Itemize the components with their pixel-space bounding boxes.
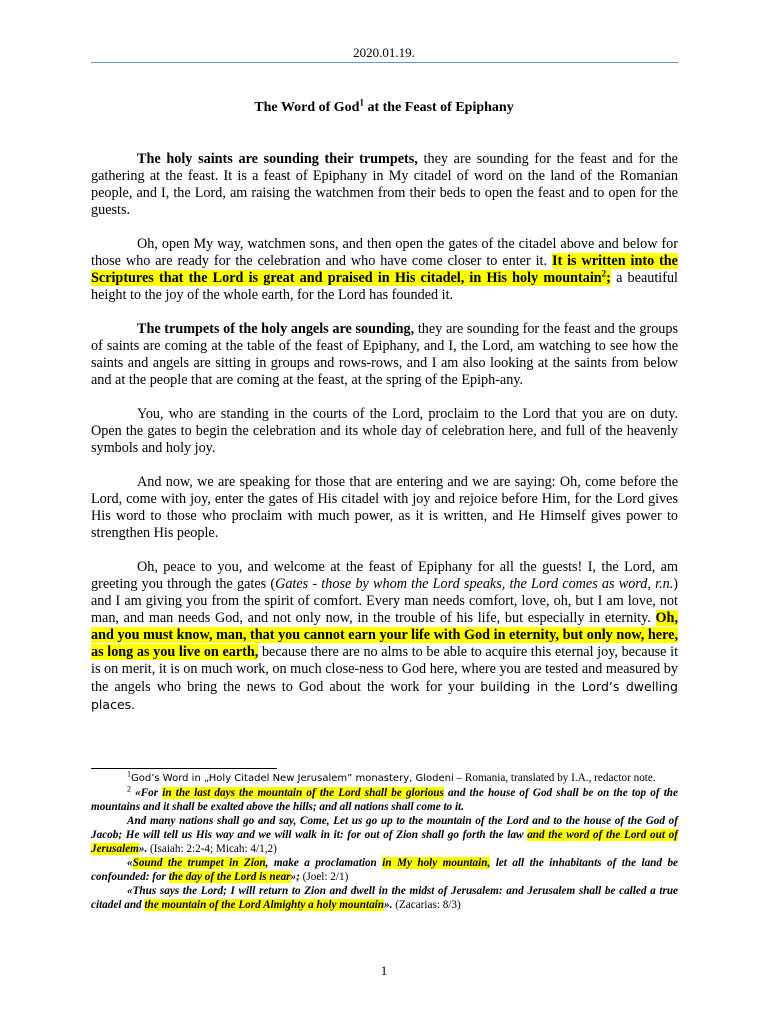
p2-footnote-ref: 2 [601, 268, 607, 279]
footnote-1 [91, 771, 678, 786]
fn2-highlight: in the last days the mountain of the Lord shall be glorious [162, 787, 444, 799]
fn4-rest: let all the inhabitants of the land be confounded: for [91, 857, 678, 883]
title-rest: at the Feast of Epiphany [363, 100, 514, 115]
fn4-open: « [127, 857, 133, 869]
p6-text-c: because there are no alms to be able to acquire this eternal joy, because it is on merit, it is on much work, on much close-ness to God here, where you are tested and measured by the angels who bring the news to God about the work for your [91, 644, 679, 695]
p6-text-b: ) and I am giving you from the spirit of comfort. Every man needs comfort, love, oh, but I am love, not man, and man needs God, and not only now, in the trouble of his life, but especially in eternity. [91, 576, 679, 626]
footnote-2 [91, 786, 678, 814]
p6-italic-note: Gates - those by whom the Lord speaks, the Lord comes as word, r.n. [275, 576, 674, 592]
p1-text: they are sounding for the feast and for the gathering at the feast. It is a feast of Epiphany in My citadel of word on the land of the Romanian people, and I, the Lord, am raising the watchmen from their beds to open the feast and to open for the guests. [91, 151, 678, 218]
paragraph-1 [91, 151, 678, 219]
fn3-text: And many nations shall go and say, Come, Let us go up to the mountain of the Lord and to the house of the God of Jacob; He will tell us His way and we will walk in it: for out of Zion shall go forth the law [91, 815, 678, 841]
title-text: The Word of God [254, 100, 360, 115]
fn5-highlight: the mountain of the Lord Almighty a holy mountain [144, 899, 384, 911]
p3-bold-lead: The trumpets of the holy angels are sounding, [137, 321, 415, 337]
footnotes [91, 771, 678, 912]
fn5-text: «Thus says the Lord; I will return to Zion and dwell in the midst of Jerusalem: and Jerusalem shall be called a true citadel and [91, 885, 678, 911]
fn5-close: ». [384, 899, 393, 911]
p5-text: And now, we are speaking for those that are entering and we are saying: Oh, come before the Lord, come with joy, enter the gates of His citadel with joy and rejoice before Him, for the Lord gives His word to those who proclaim with much power, as it is written, and He Himself gives power to strengthen His people. [91, 474, 678, 541]
page-number: 1 [380, 963, 388, 978]
p6-highlight: Oh, and you must know, man, that you cannot earn your life with God in eternity, but only now, here, as long as you live on earth, [91, 610, 678, 660]
fn2-open: «For [135, 787, 163, 799]
header-rule [91, 62, 678, 63]
p3-text: they are sounding for the feast and the groups of saints are coming at the table of the feast of Epiphany, and I, the Lord, am watching to see how the saints and angels are sitting in groups and rows-rows, and I am also looking at the saints from below and at the people that are coming at the feast, at the spring of the Epiph-any. [91, 321, 678, 388]
fn4-highlight-3: the day of the Lord is near [168, 871, 291, 883]
p1-bold-lead: The holy saints are sounding their trumpets, [137, 151, 418, 167]
paragraph-5 [91, 474, 678, 542]
fn1-note: – Romania, translated by I.A., redactor note. [453, 772, 656, 784]
footnote-2-cont-a [91, 814, 678, 856]
paragraph-4 [91, 406, 678, 457]
fn2-ref: 2 [127, 784, 131, 794]
p2-highlight-text: It is written into the Scriptures that the Lord is great and praised in His citadel, in His holy mountain [91, 253, 678, 286]
p2-text: Oh, open My way, watchmen sons, and then open the gates of the citadel above and below for those who are ready for the celebration and who have come closer to enter it. [91, 236, 678, 269]
fn4-citation: (Joel: 2/1) [299, 871, 349, 883]
p6-text-d: building in the Lord’s dwelling places. [91, 679, 678, 712]
fn1-source: God’s Word in „Holy Citadel New Jerusalem” monastery, Glodeni [131, 773, 454, 784]
document-body [91, 151, 678, 731]
footnote-2-cont-b [91, 856, 678, 884]
fn4-close: »; [290, 871, 300, 883]
paragraph-2 [91, 236, 678, 304]
fn4-highlight-1: Sound the trumpet in Zion [132, 857, 266, 869]
p2-semicolon: ; [606, 270, 611, 286]
header-date: 2020.01.19. [353, 45, 415, 60]
fn4-highlight-2: in My holy mountain, [382, 857, 491, 869]
p6-text-a: Oh, peace to you, and welcome at the feast of Epiphany for all the guests! I, the Lord, am greeting you through the gates ( [91, 559, 678, 592]
title-footnote-ref: 1 [359, 97, 364, 108]
footnote-separator [91, 768, 277, 769]
p4-text: You, who are standing in the courts of the Lord, proclaim to the Lord that you are on duty. Open the gates to begin the celebration and its whole day of celebration here, and full of the heavenly symbols and holy joy. [91, 406, 678, 456]
fn4-mid: , make a proclamation [265, 857, 383, 869]
fn5-citation: (Zacarias: 8/3) [392, 899, 461, 911]
fn3-close: ». [138, 843, 148, 855]
fn2-rest: and the house of God shall be on the top of the mountains and it shall be exalted above the hills; and all nations shall come to it. [91, 787, 678, 813]
fn1-ref: 1 [127, 769, 131, 779]
fn3-citation: (Isaiah: 2:2-4; Micah: 4/1,2) [147, 843, 277, 855]
document-title [0, 97, 768, 116]
footnote-2-cont-c [91, 884, 678, 912]
paragraph-3 [91, 321, 678, 389]
paragraph-6 [91, 559, 678, 714]
fn3-highlight: and the word of the Lord out of Jerusalem [91, 829, 678, 855]
p2-tail: a beautiful height to the joy of the whole earth, for the Lord has founded it. [91, 270, 678, 303]
